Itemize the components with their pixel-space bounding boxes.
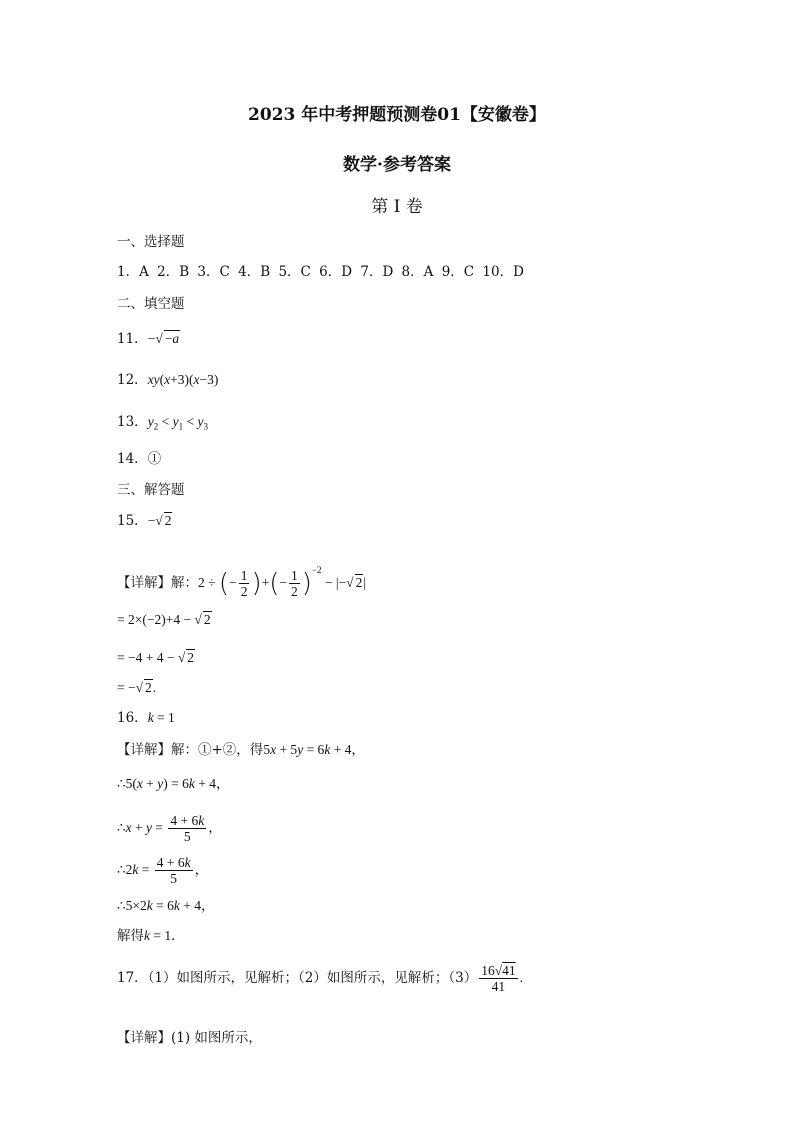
answer-16: 16．k = 1 [117, 710, 175, 726]
answer-14 [117, 449, 161, 469]
document-subtitle: 数学·参考答案 [343, 155, 451, 175]
detail-label: 【详解】 [117, 575, 171, 591]
detail-15-step2: = −4 + 4 − √ 2 [117, 650, 194, 665]
answer-12-label: 12． [117, 372, 148, 388]
answer-17-label: 17． [117, 970, 148, 986]
answer-15-label: 15． [117, 513, 148, 529]
detail-15-expression: 【详解】解：2 ÷ (− $\frac{1}{2}$ )+(− $\frac{1}{2}$ )$^{-2}$ − |−√ 2| [117, 565, 367, 599]
answer-13: 13．$y_2 < y_1 < y_3$ [117, 414, 208, 432]
detail-16-result-pre: 解得 [117, 928, 144, 944]
volume-heading: 第 I 卷 [371, 197, 423, 217]
detail-16-step4: ∴2k = $\frac{4 + 6k}{5}$ ， [117, 855, 209, 886]
detail-solve: 解： [171, 575, 198, 591]
detail-16-pre: ①+②，得 [198, 742, 264, 758]
detail-16-step2: ∴5(x + y) = 6k + 4， [117, 776, 230, 791]
section-fill-heading: 二、填空题 [117, 296, 185, 312]
choice-answers: 1．A 2．B 3．C 4．B 5．C 6．D 7．D 8．A 9．C 10．D [117, 264, 524, 280]
answer-14-label: 14． [117, 451, 148, 467]
answer-12: 12．xy(x+3)(x−3) [117, 372, 219, 388]
detail-16-step1: 【详解】解：①+②，得5x + 5y = 6k + 4， [117, 742, 365, 758]
document-title: 2023 年中考押题预测卷01【安徽卷】 [248, 105, 546, 125]
detail-16-step3: ∴x + y = $\frac{4 + 6k}{5}$ ， [117, 813, 222, 844]
detail-16-result: 解得k = 1． [117, 928, 185, 944]
answer-17: 17．（1）如图所示，见解析；（2）如图所示，见解析；（3） $\frac{16√41}{41}$ . [117, 963, 524, 994]
detail-15-step3: = −√ 2. [117, 680, 157, 695]
section-choice-heading: 一、选择题 [117, 234, 185, 250]
answer-14-value: ① [147, 451, 162, 467]
answer-11: 11．−√ −a [117, 331, 180, 347]
answer-15: 15．−√ 2 [117, 513, 172, 529]
detail-label: 【详解】 [117, 1030, 171, 1046]
answer-17-text: （1）如图所示，见解析；（2）如图所示，见解析；（3） [147, 970, 478, 986]
detail-17-text: (1) 如图所示， [171, 1030, 262, 1046]
section-solve-heading: 三、解答题 [117, 482, 185, 498]
detail-15-step1: = 2×(−2)+4 − √ 2 [117, 612, 211, 627]
detail-16-step5: ∴5×2k = 6k + 4， [117, 898, 215, 913]
detail-label: 【详解】 [117, 742, 171, 758]
answer-16-label: 16． [117, 710, 148, 726]
answer-13-label: 13． [117, 414, 148, 430]
detail-17-step1 [117, 1028, 262, 1048]
detail-solve: 解： [171, 742, 198, 758]
answer-11-label: 11． [117, 331, 148, 347]
